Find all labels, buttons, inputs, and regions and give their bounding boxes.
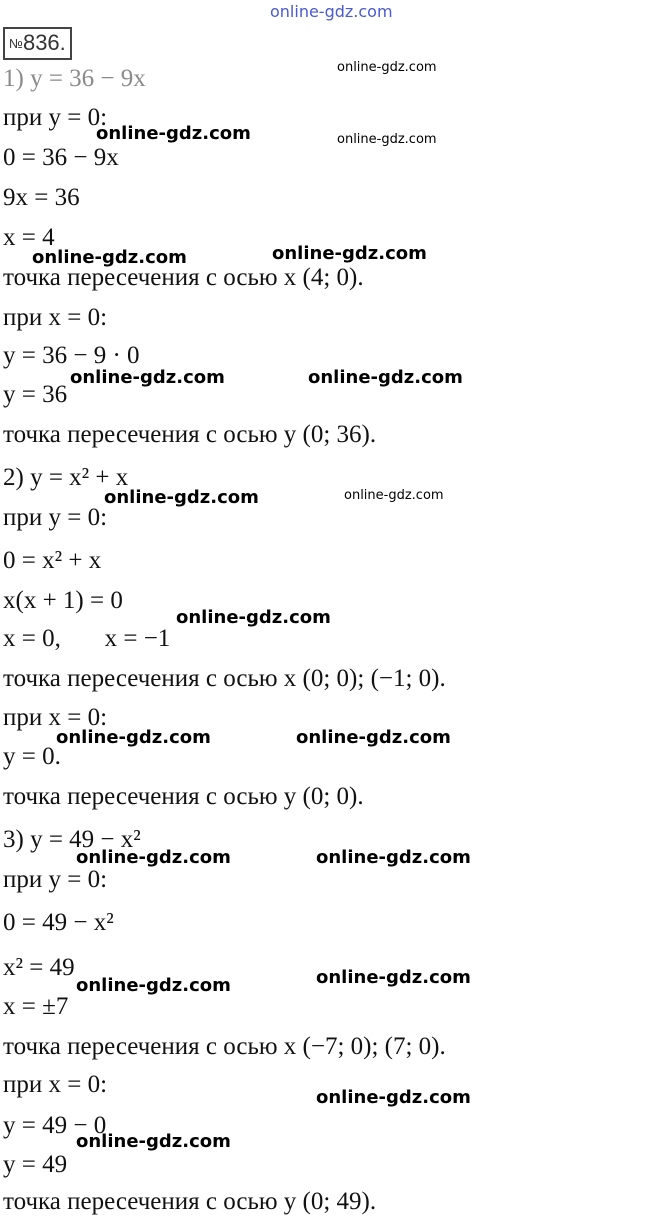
solution-line: y = 49 − 0 — [3, 1112, 107, 1139]
solution-line: 1) y = 36 − 9x — [3, 65, 146, 92]
solution-line: y = 0. — [3, 743, 61, 770]
number-sign: № — [9, 36, 23, 51]
solution-line: при y = 0: — [3, 104, 108, 131]
solution-line: x = ±7 — [3, 993, 69, 1020]
solution-line: при y = 0: — [3, 866, 108, 893]
watermark: online-gdz.com — [344, 488, 444, 503]
watermark: online-gdz.com — [76, 975, 231, 996]
solution-line: x(x + 1) = 0 — [3, 587, 123, 614]
watermark: online-gdz.com — [337, 60, 437, 75]
watermark: online-gdz.com — [96, 123, 251, 144]
watermark: online-gdz.com — [32, 247, 187, 268]
problem-number-badge — [3, 27, 72, 60]
solution-line: точка пересечения с осью y (0; 0). — [3, 783, 364, 810]
problem-number: 836. — [22, 30, 66, 55]
watermark: online-gdz.com — [76, 847, 231, 868]
watermark: online-gdz.com — [56, 727, 211, 748]
solution-line: при x = 0: — [3, 704, 108, 731]
solution-line: y = 49 — [3, 1151, 68, 1178]
watermark: online-gdz.com — [272, 243, 427, 264]
solution-line: x = 0, x = −1 — [3, 625, 171, 652]
solution-line: при x = 0: — [3, 304, 108, 331]
solution-line: 0 = 36 − 9x — [3, 144, 119, 171]
watermark: online-gdz.com — [308, 367, 463, 388]
watermark: online-gdz.com — [316, 1087, 471, 1108]
watermark: online-gdz.com — [316, 847, 471, 868]
solution-line: x² = 49 — [3, 954, 75, 981]
watermark: online-gdz.com — [70, 367, 225, 388]
watermark: online-gdz.com — [296, 727, 451, 748]
solution-line: 3) y = 49 − x² — [3, 826, 141, 853]
site-watermark-top: online-gdz.com — [270, 2, 393, 21]
solution-line: 2) y = x² + x — [3, 464, 129, 491]
solution-line: точка пересечения с осью x (0; 0); (−1; 0). — [3, 665, 446, 692]
watermark: online-gdz.com — [316, 967, 471, 988]
solution-line: точка пересечения с осью x (4; 0). — [3, 264, 364, 291]
watermark: online-gdz.com — [337, 132, 437, 147]
solution-line: 0 = x² + x — [3, 547, 102, 574]
solution-line: y = 36 − 9 · 0 — [3, 342, 140, 369]
solution-line: x = 4 — [3, 224, 55, 251]
watermark: online-gdz.com — [176, 607, 331, 628]
solution-line: точка пересечения с осью y (0; 36). — [3, 421, 377, 448]
solution-line: при y = 0: — [3, 504, 108, 531]
solution-line: 9x = 36 — [3, 184, 80, 211]
solution-line: точка пересечения с осью y (0; 49). — [3, 1188, 377, 1215]
watermark: online-gdz.com — [76, 1131, 231, 1152]
solution-line: 0 = 49 − x² — [3, 909, 114, 936]
solution-line: точка пересечения с осью x (−7; 0); (7; 0). — [3, 1033, 446, 1060]
watermark: online-gdz.com — [104, 487, 259, 508]
solution-line: при x = 0: — [3, 1071, 108, 1098]
solution-line: y = 36 — [3, 381, 68, 408]
